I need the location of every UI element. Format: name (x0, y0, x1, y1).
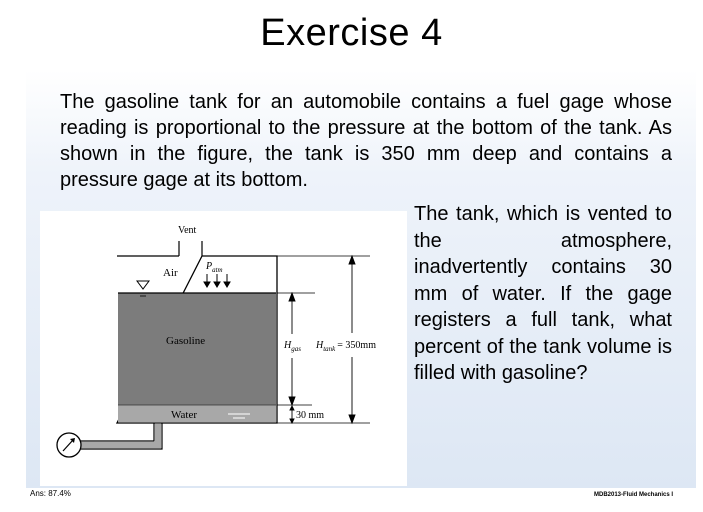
water-label: Water (171, 409, 197, 421)
pressure-gage-icon (57, 433, 81, 457)
problem-paragraph: The gasoline tank for an automobile contains a fuel gage whose reading is proportional to the pressure at the bottom of the tank. As shown in the figure, the tank is 350 mm deep and contains a pressure gage at its bottom. (60, 91, 672, 191)
slide-title: Exercise 4 (260, 12, 443, 54)
gasoline-label: Gasoline (166, 335, 206, 347)
gasoline-region (118, 293, 276, 405)
patm-label: $P_{atm}$ (206, 261, 223, 274)
tank-figure (40, 211, 407, 486)
water-depth-label: 30 mm (296, 410, 325, 421)
course-footer: MDB2013-Fluid Mechanics I (594, 492, 674, 498)
patm-arrows (204, 274, 230, 287)
hgas-label: $H_{gas}$ (284, 340, 301, 353)
htank-label: $H_{tank} = 350mm$ (316, 340, 376, 353)
tank-diagram (40, 211, 407, 486)
air-label: Air (163, 267, 178, 279)
question-text: The tank, which is vented to the atmosphere, inadvertently contains 30 mm of water. If the gage registers a full tank, what percent of the tank volume is filled with gasoline? (414, 203, 672, 384)
water-region (118, 405, 276, 422)
water-depth-dimension (290, 406, 294, 423)
answer-note: Ans: 87.4% (30, 489, 71, 498)
vent-label: Vent (178, 225, 197, 236)
